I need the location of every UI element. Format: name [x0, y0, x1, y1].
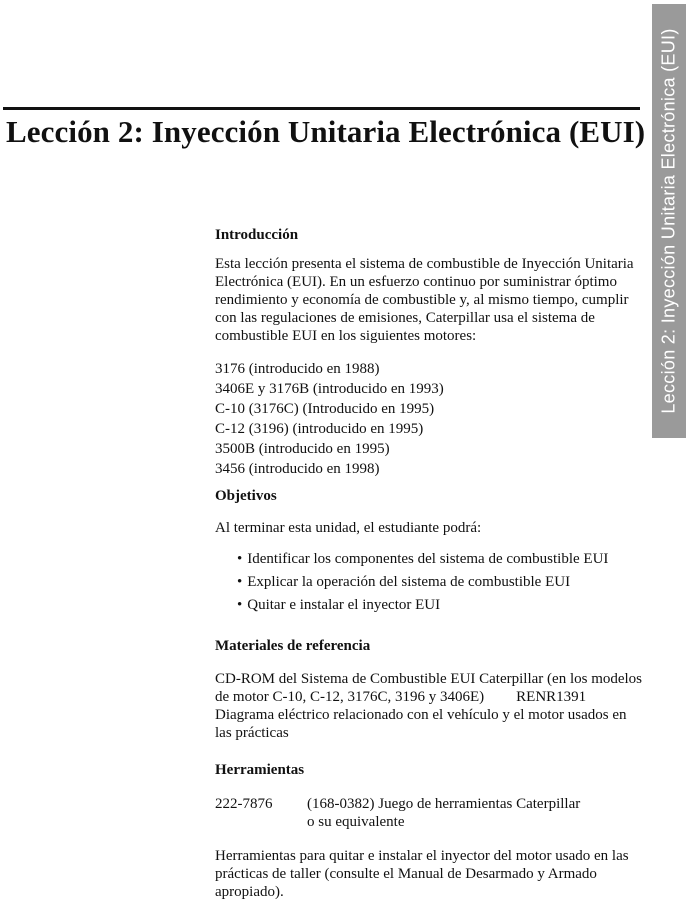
- tools-heading: Herramientas: [215, 762, 305, 778]
- top-rule: [3, 107, 640, 110]
- engine-item: C-12 (3196) (introducido en 1995): [215, 421, 424, 437]
- engine-item: C-10 (3176C) (Introducido en 1995): [215, 401, 435, 417]
- intro-heading: Introducción: [215, 227, 299, 243]
- tools-note: Herramientas para quitar e instalar el inyector del motor usado en las prácticas de taller (consulte el Manual de Desarmado y Armado apropiado).: [215, 848, 629, 900]
- engine-item: 3456 (introducido en 1998): [215, 461, 380, 477]
- tool-desc-line1: (168-0382) Juego de herramientas Caterpillar: [307, 796, 581, 812]
- objective-item: • Quitar e instalar el inyector EUI: [237, 594, 643, 617]
- engine-item: 3500B (introducido en 1995): [215, 441, 390, 457]
- engine-item: 3406E y 3176B (introducido en 1993): [215, 381, 444, 397]
- references-text: CD-ROM del Sistema de Combustible EUI Caterpillar (en los modelos de motor C-10, C-12, 3176C, 3196 y 3406E): [215, 671, 643, 705]
- references-id: RENR1391: [516, 689, 587, 705]
- tool-desc-line2: o su equivalente: [307, 814, 405, 830]
- lesson-title: Lección 2: Inyección Unitaria Electrónica (EUI): [6, 114, 646, 149]
- tool-row: [215, 795, 643, 831]
- references-heading: Materiales de referencia: [215, 638, 371, 654]
- tool-number: 222-7876: [215, 796, 273, 812]
- engine-list: [215, 359, 643, 479]
- tool-description: [307, 795, 643, 831]
- engine-item: 3176 (introducido en 1988): [215, 361, 380, 377]
- objectives-list: [215, 548, 643, 617]
- side-tab-label: Lección 2: Inyección Unitaria Electrónica (EUI): [658, 28, 679, 414]
- side-tab: [652, 4, 686, 438]
- objectives-lead: Al terminar esta unidad, el estudiante podrá:: [215, 520, 482, 536]
- objective-item: • Explicar la operación del sistema de combustible EUI: [237, 571, 643, 594]
- references-extra: Diagrama eléctrico relacionado con el vehículo y el motor usados en las prácticas: [215, 707, 627, 741]
- objectives-heading: Objetivos: [215, 488, 277, 504]
- objective-item: • Identificar los componentes del sistema de combustible EUI: [237, 548, 643, 571]
- content-column: [215, 226, 643, 901]
- intro-paragraph: Esta lección presenta el sistema de combustible de Inyección Unitaria Electrónica (EUI). En un esfuerzo continuo por suministrar óptimo rendimiento y economía de combustible y, al mismo tiempo, cumplir con las regulaciones de emisiones, Caterpillar usa el sistema de combustible EUI en los siguientes motores:: [215, 256, 634, 344]
- references-paragraph: [215, 670, 643, 742]
